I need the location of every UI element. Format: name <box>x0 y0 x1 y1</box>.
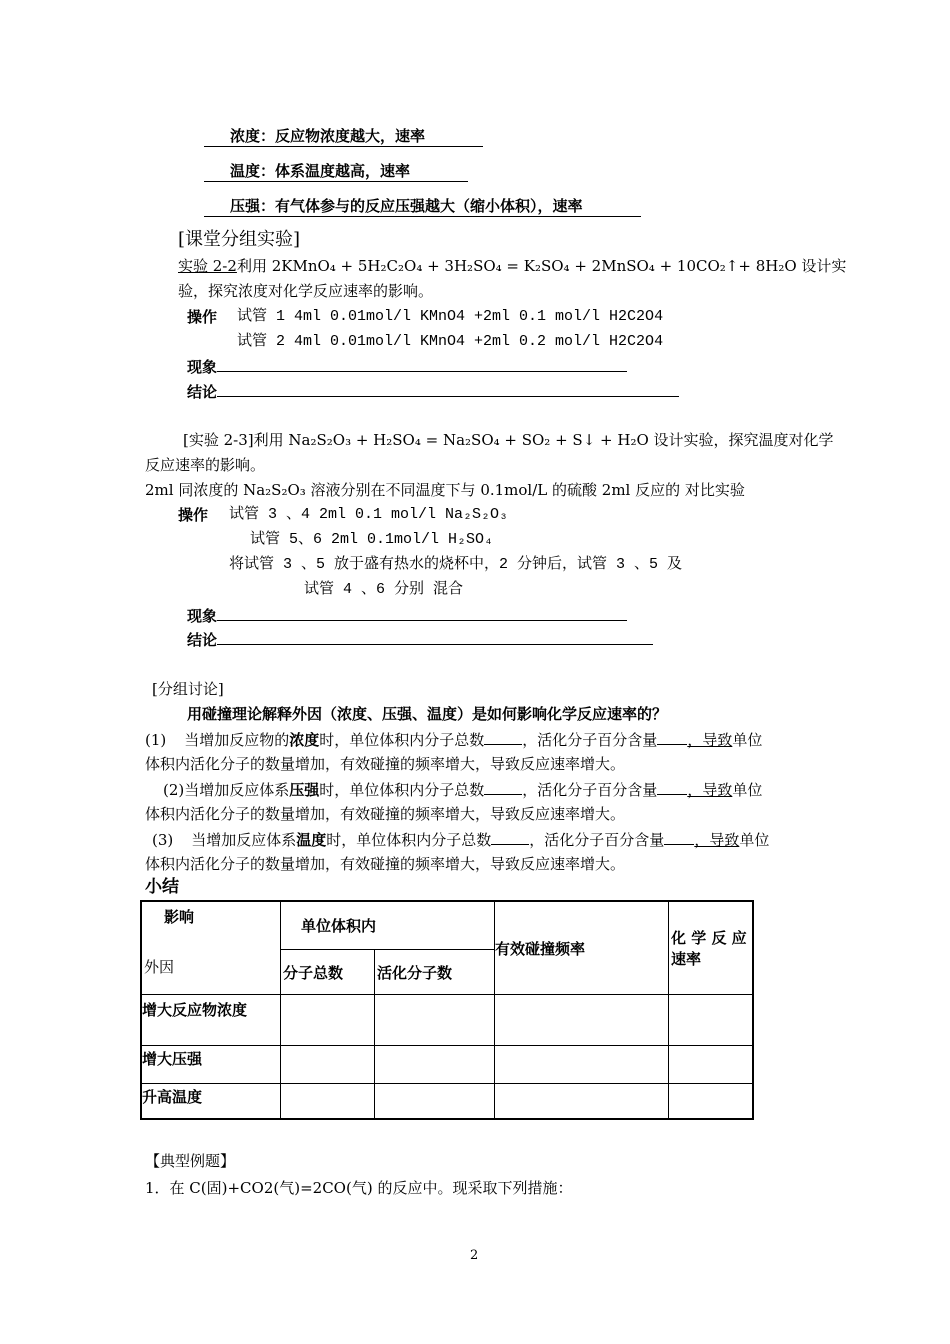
table-cell <box>281 1084 375 1119</box>
table-cell <box>495 995 669 1046</box>
exp22-tube2: 试管 2 4ml 0.01mol/l KMnO4 +2ml 0.2 mol/l H2C2O4 <box>237 333 664 350</box>
discussion-item-1-cont: 体积内活化分子的数量增加，有效碰撞的频率增大，导致反应速率增大。 <box>145 755 626 773</box>
table-cell <box>495 1084 669 1119</box>
row-label: 升高温度 <box>141 1084 281 1119</box>
exp23-op3: 将试管 3 、5 放于盛有热水的烧杯中，2 分钟后，试管 3 、5 及 <box>229 556 683 573</box>
exp23-line1: [实验 2-3]利用 Na₂S₂O₃ + H₂SO₄ = Na₂SO₄ + SO₂ + S↓ + H₂O 设计实验，探究温度对化学 <box>183 431 834 449</box>
exp23-op2: 试管 5、6 2ml 0.1mol/l H₂SO₄ <box>250 531 494 548</box>
table-row <box>141 1046 753 1084</box>
exp22-tube1: 试管 1 4ml 0.01mol/l KMnO4 +2ml 0.1 mol/l H2C2O4 <box>237 308 664 325</box>
exp22-line2: 验，探究浓度对化学反应速率的影响。 <box>178 282 434 300</box>
table-cell <box>375 1084 495 1119</box>
row-label: 增大反应物浓度 <box>141 995 281 1046</box>
discussion-title: [分组讨论] <box>152 680 224 698</box>
discussion-item-3-cont: 体积内活化分子的数量增加，有效碰撞的频率增大，导致反应速率增大。 <box>145 855 626 873</box>
exp23-op1: 试管 3 、4 2ml 0.1 mol/l Na₂S₂O₃ <box>229 506 509 523</box>
example-question-1: 1．在 C(固)+CO2(气)=2CO(气) 的反应中。现采取下列措施： <box>145 1179 573 1197</box>
exp23-line3: 2ml 同浓度的 Na₂S₂O₃ 溶液分别在不同温度下与 0.1mol/L 的硫酸 2ml 反应的 对比实验 <box>145 481 745 499</box>
table-cell <box>669 1046 754 1084</box>
exp22-label: 实验 2-2 <box>178 257 237 275</box>
exp23-phenomenon: 现象 <box>187 605 627 626</box>
header-total-molecules: 分子总数 <box>281 950 375 995</box>
table-cell <box>375 995 495 1046</box>
exp23-conclusion: 结论 <box>187 629 653 650</box>
discussion-item-2-cont: 体积内活化分子的数量增加，有效碰撞的频率增大，导致反应速率增大。 <box>145 805 626 823</box>
exp22-line1: 实验 2-2利用 2KMnO₄ + 5H₂C₂O₄ + 3H₂SO₄ = K₂SO₄ + 2MnSO₄ + 10CO₂↑+ 8H₂O 设计实 <box>178 257 847 275</box>
table-row <box>141 1084 753 1119</box>
section-group-experiment: [课堂分组实验] <box>178 229 301 250</box>
table-cell <box>281 1046 375 1084</box>
table-cell <box>495 1046 669 1084</box>
factor-temperature: 温度：体系温度越高，速率 <box>178 161 468 181</box>
exp22-conclusion: 结论 <box>187 381 679 402</box>
header-unit-volume: 单位体积内 <box>281 901 495 950</box>
exp23-op4: 试管 4 、6 分别 混合 <box>304 581 464 598</box>
page-number: 2 <box>470 1248 479 1263</box>
header-rate: 化 学 反 应 速率 <box>669 901 754 995</box>
table-cell <box>669 1084 754 1119</box>
summary-table <box>140 900 754 1120</box>
exp23-line2: 反应速率的影响。 <box>145 456 266 474</box>
exp23-op-label: 操作 <box>178 506 209 524</box>
discussion-item-3: (3) 当增加反应体系温度时，单位体积内分子总数 ，活化分子百分含量 ，导致单位 <box>152 831 770 849</box>
header-collision: 有效碰撞频率 <box>495 901 669 995</box>
examples-title: 【典型例题】 <box>145 1152 236 1170</box>
discussion-item-1: (1) 当增加反应物的浓度时，单位体积内分子总数 ，活化分子百分含量 ，导致单位 <box>145 731 763 749</box>
discussion-question: 用碰撞理论解释外因（浓度、压强、温度）是如何影响化学反应速率的？ <box>187 705 668 723</box>
table-row <box>141 995 753 1046</box>
discussion-item-2: (2)当增加反应体系压强时，单位体积内分子总数 ，活化分子百分含量 ，导致单位 <box>163 781 763 799</box>
factor-pressure: 压强：有气体参与的反应压强越大（缩小体积），速率 <box>178 196 641 216</box>
row-label: 增大压强 <box>141 1046 281 1084</box>
table-cell <box>281 995 375 1046</box>
exp22-phenomenon: 现象 <box>187 356 627 377</box>
exp22-op-label: 操作 <box>187 308 218 326</box>
header-activated-molecules: 活化分子数 <box>375 950 495 995</box>
header-factor-cell: 影响 外因 <box>141 901 281 995</box>
factor-concentration: 浓度：反应物浓度越大，速率 <box>178 126 483 146</box>
table-cell <box>669 995 754 1046</box>
summary-title: 小结 <box>145 877 179 897</box>
table-cell <box>375 1046 495 1084</box>
